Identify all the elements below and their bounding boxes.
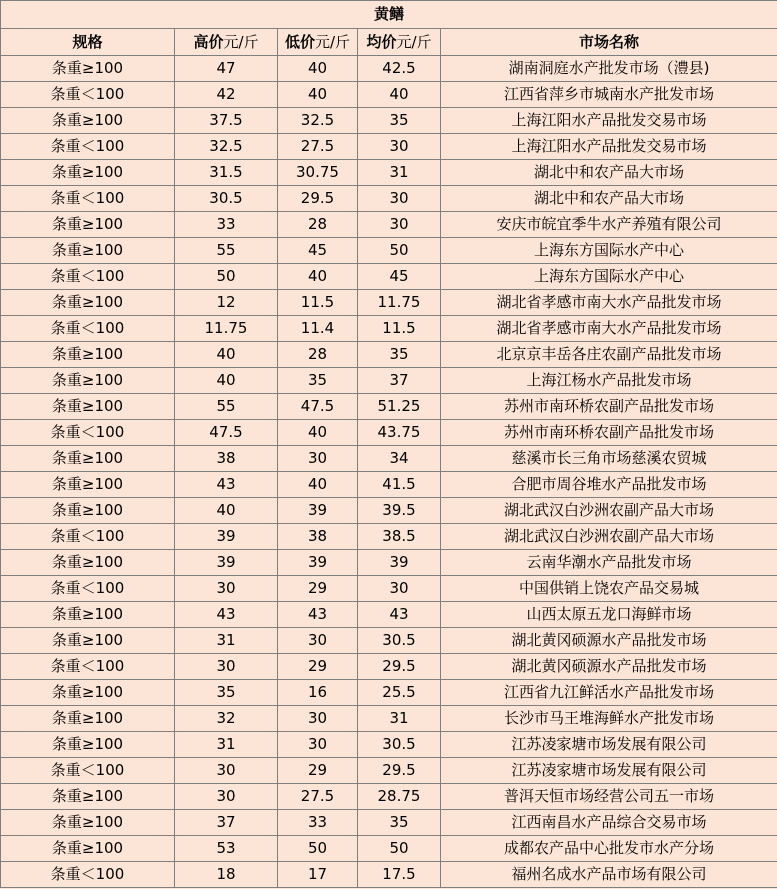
cell-spec: 条重＜100 — [1, 316, 175, 342]
cell-market-name: 上海江杨水产品批发市场 — [441, 368, 777, 394]
cell-spec: 条重＜100 — [1, 862, 175, 888]
header-avg-label: 均价 — [366, 32, 397, 51]
cell-low-price: 30 — [278, 706, 358, 732]
header-low-price — [278, 29, 358, 56]
header-low-label: 低价 — [284, 32, 315, 51]
cell-avg-price: 50 — [358, 238, 441, 264]
cell-low-price: 16 — [278, 680, 358, 706]
cell-high-price: 38 — [175, 446, 278, 472]
cell-low-price: 17 — [278, 862, 358, 888]
cell-low-price: 39 — [278, 498, 358, 524]
cell-avg-price: 30 — [358, 576, 441, 602]
cell-spec: 条重＜100 — [1, 524, 175, 550]
table-row — [1, 550, 777, 576]
cell-high-price: 31 — [175, 732, 278, 758]
cell-low-price: 38 — [278, 524, 358, 550]
cell-spec: 条重≥100 — [1, 394, 175, 420]
cell-avg-price: 30 — [358, 134, 441, 160]
cell-market-name: 湖北黄冈硕源水产品批发市场 — [441, 628, 777, 654]
cell-avg-price: 42.5 — [358, 56, 441, 82]
header-high-label: 高价 — [193, 32, 224, 51]
cell-avg-price: 31 — [358, 160, 441, 186]
cell-spec: 条重≥100 — [1, 628, 175, 654]
cell-high-price: 30 — [175, 654, 278, 680]
table-row — [1, 342, 777, 368]
table-row — [1, 810, 777, 836]
cell-market-name: 上海江阳水产品批发交易市场 — [441, 108, 777, 134]
cell-spec: 条重≥100 — [1, 550, 175, 576]
cell-low-price: 28 — [278, 212, 358, 238]
table-row — [1, 706, 777, 732]
cell-market-name: 上海江阳水产品批发交易市场 — [441, 134, 777, 160]
header-row — [1, 29, 777, 56]
cell-high-price: 31.5 — [175, 160, 278, 186]
cell-high-price: 32.5 — [175, 134, 278, 160]
header-high-price — [175, 29, 278, 56]
cell-avg-price: 50 — [358, 836, 441, 862]
table-row — [1, 498, 777, 524]
cell-high-price: 30 — [175, 576, 278, 602]
cell-high-price: 35 — [175, 680, 278, 706]
cell-avg-price: 37 — [358, 368, 441, 394]
cell-market-name: 湖北省孝感市南大水产品批发市场 — [441, 290, 777, 316]
cell-low-price: 50 — [278, 836, 358, 862]
cell-avg-price: 34 — [358, 446, 441, 472]
cell-avg-price: 39.5 — [358, 498, 441, 524]
cell-market-name: 苏州市南环桥农副产品批发市场 — [441, 394, 777, 420]
table-row — [1, 394, 777, 420]
table-row — [1, 134, 777, 160]
cell-market-name: 江西南昌水产品综合交易市场 — [441, 810, 777, 836]
cell-low-price: 47.5 — [278, 394, 358, 420]
cell-market-name: 长沙市马王堆海鲜水产批发市场 — [441, 706, 777, 732]
cell-spec: 条重≥100 — [1, 498, 175, 524]
cell-avg-price: 31 — [358, 706, 441, 732]
cell-market-name: 湖北中和农产品大市场 — [441, 186, 777, 212]
table-row — [1, 732, 777, 758]
cell-avg-price: 11.75 — [358, 290, 441, 316]
cell-avg-price: 35 — [358, 108, 441, 134]
cell-market-name: 安庆市皖宜季牛水产养殖有限公司 — [441, 212, 777, 238]
cell-high-price: 47.5 — [175, 420, 278, 446]
cell-high-price: 55 — [175, 238, 278, 264]
cell-high-price: 43 — [175, 602, 278, 628]
cell-low-price: 30.75 — [278, 160, 358, 186]
header-high-unit: 元/斤 — [223, 32, 259, 51]
cell-spec: 条重≥100 — [1, 732, 175, 758]
table-row — [1, 758, 777, 784]
table-row — [1, 238, 777, 264]
cell-spec: 条重≥100 — [1, 238, 175, 264]
cell-spec: 条重＜100 — [1, 758, 175, 784]
table-row — [1, 56, 777, 82]
table-row — [1, 654, 777, 680]
cell-spec: 条重≥100 — [1, 680, 175, 706]
table-row — [1, 524, 777, 550]
table-title: 黄鳝 — [1, 1, 777, 29]
cell-high-price: 31 — [175, 628, 278, 654]
cell-market-name: 上海东方国际水产中心 — [441, 238, 777, 264]
cell-low-price: 29.5 — [278, 186, 358, 212]
cell-avg-price: 41.5 — [358, 472, 441, 498]
table-row — [1, 82, 777, 108]
table-row — [1, 186, 777, 212]
cell-spec: 条重≥100 — [1, 446, 175, 472]
cell-low-price: 29 — [278, 654, 358, 680]
cell-avg-price: 30 — [358, 212, 441, 238]
cell-spec: 条重＜100 — [1, 420, 175, 446]
table-row — [1, 680, 777, 706]
cell-low-price: 11.4 — [278, 316, 358, 342]
cell-high-price: 11.75 — [175, 316, 278, 342]
cell-low-price: 29 — [278, 576, 358, 602]
cell-spec: 条重≥100 — [1, 784, 175, 810]
cell-market-name: 上海东方国际水产中心 — [441, 264, 777, 290]
table-row — [1, 316, 777, 342]
cell-spec: 条重＜100 — [1, 654, 175, 680]
table-row — [1, 420, 777, 446]
table-row — [1, 108, 777, 134]
cell-market-name: 江西省九江鲜活水产品批发市场 — [441, 680, 777, 706]
cell-market-name: 普洱天恒市场经营公司五一市场 — [441, 784, 777, 810]
cell-spec: 条重＜100 — [1, 264, 175, 290]
cell-high-price: 37 — [175, 810, 278, 836]
cell-avg-price: 29.5 — [358, 654, 441, 680]
cell-high-price: 30 — [175, 784, 278, 810]
cell-low-price: 30 — [278, 628, 358, 654]
cell-avg-price: 28.75 — [358, 784, 441, 810]
table-row — [1, 368, 777, 394]
cell-avg-price: 30.5 — [358, 732, 441, 758]
cell-avg-price: 43 — [358, 602, 441, 628]
table-row — [1, 264, 777, 290]
cell-low-price: 39 — [278, 550, 358, 576]
cell-spec: 条重≥100 — [1, 368, 175, 394]
cell-spec: 条重＜100 — [1, 186, 175, 212]
cell-spec: 条重≥100 — [1, 160, 175, 186]
cell-low-price: 28 — [278, 342, 358, 368]
table-row — [1, 628, 777, 654]
cell-avg-price: 40 — [358, 82, 441, 108]
cell-market-name: 江苏凌家塘市场发展有限公司 — [441, 732, 777, 758]
table-row — [1, 784, 777, 810]
cell-market-name: 苏州市南环桥农副产品批发市场 — [441, 420, 777, 446]
cell-market-name: 湖北省孝感市南大水产品批发市场 — [441, 316, 777, 342]
cell-low-price: 40 — [278, 472, 358, 498]
header-avg-unit: 元/斤 — [396, 32, 432, 51]
cell-market-name: 云南华潮水产品批发市场 — [441, 550, 777, 576]
cell-market-name: 湖北黄冈硕源水产品批发市场 — [441, 654, 777, 680]
table-row — [1, 836, 777, 862]
table-body — [1, 56, 777, 888]
cell-low-price: 30 — [278, 446, 358, 472]
cell-high-price: 37.5 — [175, 108, 278, 134]
cell-market-name: 湖北武汉白沙洲农副产品大市场 — [441, 498, 777, 524]
table-row — [1, 160, 777, 186]
cell-market-name: 成都农产品中心批发市水产分场 — [441, 836, 777, 862]
cell-spec: 条重＜100 — [1, 82, 175, 108]
header-market-label: 市场名称 — [578, 32, 639, 51]
cell-high-price: 42 — [175, 82, 278, 108]
cell-high-price: 33 — [175, 212, 278, 238]
cell-high-price: 18 — [175, 862, 278, 888]
cell-spec: 条重≥100 — [1, 290, 175, 316]
cell-high-price: 39 — [175, 524, 278, 550]
cell-market-name: 北京京丰岳各庄农副产品批发市场 — [441, 342, 777, 368]
cell-high-price: 12 — [175, 290, 278, 316]
table-row — [1, 576, 777, 602]
cell-avg-price: 38.5 — [358, 524, 441, 550]
cell-avg-price: 25.5 — [358, 680, 441, 706]
cell-market-name: 福州名成水产品市场有限公司 — [441, 862, 777, 888]
cell-spec: 条重≥100 — [1, 472, 175, 498]
table-row — [1, 446, 777, 472]
cell-high-price: 32 — [175, 706, 278, 732]
cell-spec: 条重≥100 — [1, 342, 175, 368]
cell-market-name: 合肥市周谷堆水产品批发市场 — [441, 472, 777, 498]
title-row — [1, 1, 777, 29]
cell-spec: 条重≥100 — [1, 836, 175, 862]
cell-low-price: 29 — [278, 758, 358, 784]
cell-market-name: 慈溪市长三角市场慈溪农贸城 — [441, 446, 777, 472]
cell-avg-price: 45 — [358, 264, 441, 290]
cell-spec: 条重≥100 — [1, 706, 175, 732]
cell-low-price: 11.5 — [278, 290, 358, 316]
header-avg-price — [358, 29, 441, 56]
cell-avg-price: 11.5 — [358, 316, 441, 342]
header-low-unit: 元/斤 — [314, 32, 351, 51]
cell-avg-price: 35 — [358, 342, 441, 368]
cell-spec: 条重≥100 — [1, 212, 175, 238]
cell-high-price: 40 — [175, 498, 278, 524]
table-row — [1, 862, 777, 888]
table-row — [1, 212, 777, 238]
cell-market-name: 湖南洞庭水产批发市场（澧县) — [441, 56, 777, 82]
cell-high-price: 30.5 — [175, 186, 278, 212]
table-row — [1, 602, 777, 628]
cell-market-name: 中国供销上饶农产品交易城 — [441, 576, 777, 602]
cell-avg-price: 43.75 — [358, 420, 441, 446]
cell-low-price: 40 — [278, 420, 358, 446]
cell-high-price: 53 — [175, 836, 278, 862]
cell-spec: 条重≥100 — [1, 810, 175, 836]
cell-low-price: 32.5 — [278, 108, 358, 134]
table-row — [1, 472, 777, 498]
cell-market-name: 山西太原五龙口海鲜市场 — [441, 602, 777, 628]
cell-spec: 条重＜100 — [1, 576, 175, 602]
cell-spec: 条重≥100 — [1, 108, 175, 134]
cell-avg-price: 29.5 — [358, 758, 441, 784]
cell-avg-price: 51.25 — [358, 394, 441, 420]
cell-high-price: 40 — [175, 368, 278, 394]
cell-high-price: 55 — [175, 394, 278, 420]
cell-market-name: 江苏凌家塘市场发展有限公司 — [441, 758, 777, 784]
cell-low-price: 33 — [278, 810, 358, 836]
cell-spec: 条重＜100 — [1, 134, 175, 160]
cell-low-price: 40 — [278, 56, 358, 82]
cell-market-name: 江西省萍乡市城南水产批发市场 — [441, 82, 777, 108]
header-market — [441, 29, 777, 56]
cell-low-price: 43 — [278, 602, 358, 628]
cell-avg-price: 30.5 — [358, 628, 441, 654]
cell-high-price: 50 — [175, 264, 278, 290]
cell-avg-price: 35 — [358, 810, 441, 836]
cell-market-name: 湖北中和农产品大市场 — [441, 160, 777, 186]
cell-high-price: 30 — [175, 758, 278, 784]
header-spec — [1, 29, 175, 56]
cell-market-name: 湖北武汉白沙洲农副产品大市场 — [441, 524, 777, 550]
cell-avg-price: 30 — [358, 186, 441, 212]
cell-high-price: 43 — [175, 472, 278, 498]
cell-low-price: 30 — [278, 732, 358, 758]
cell-avg-price: 39 — [358, 550, 441, 576]
cell-low-price: 27.5 — [278, 134, 358, 160]
cell-low-price: 40 — [278, 82, 358, 108]
table-row — [1, 290, 777, 316]
cell-avg-price: 17.5 — [358, 862, 441, 888]
header-spec-label: 规格 — [72, 32, 103, 51]
cell-low-price: 45 — [278, 238, 358, 264]
cell-high-price: 39 — [175, 550, 278, 576]
cell-high-price: 40 — [175, 342, 278, 368]
cell-spec: 条重≥100 — [1, 602, 175, 628]
cell-high-price: 47 — [175, 56, 278, 82]
cell-low-price: 35 — [278, 368, 358, 394]
cell-low-price: 27.5 — [278, 784, 358, 810]
cell-spec: 条重≥100 — [1, 56, 175, 82]
cell-low-price: 40 — [278, 264, 358, 290]
